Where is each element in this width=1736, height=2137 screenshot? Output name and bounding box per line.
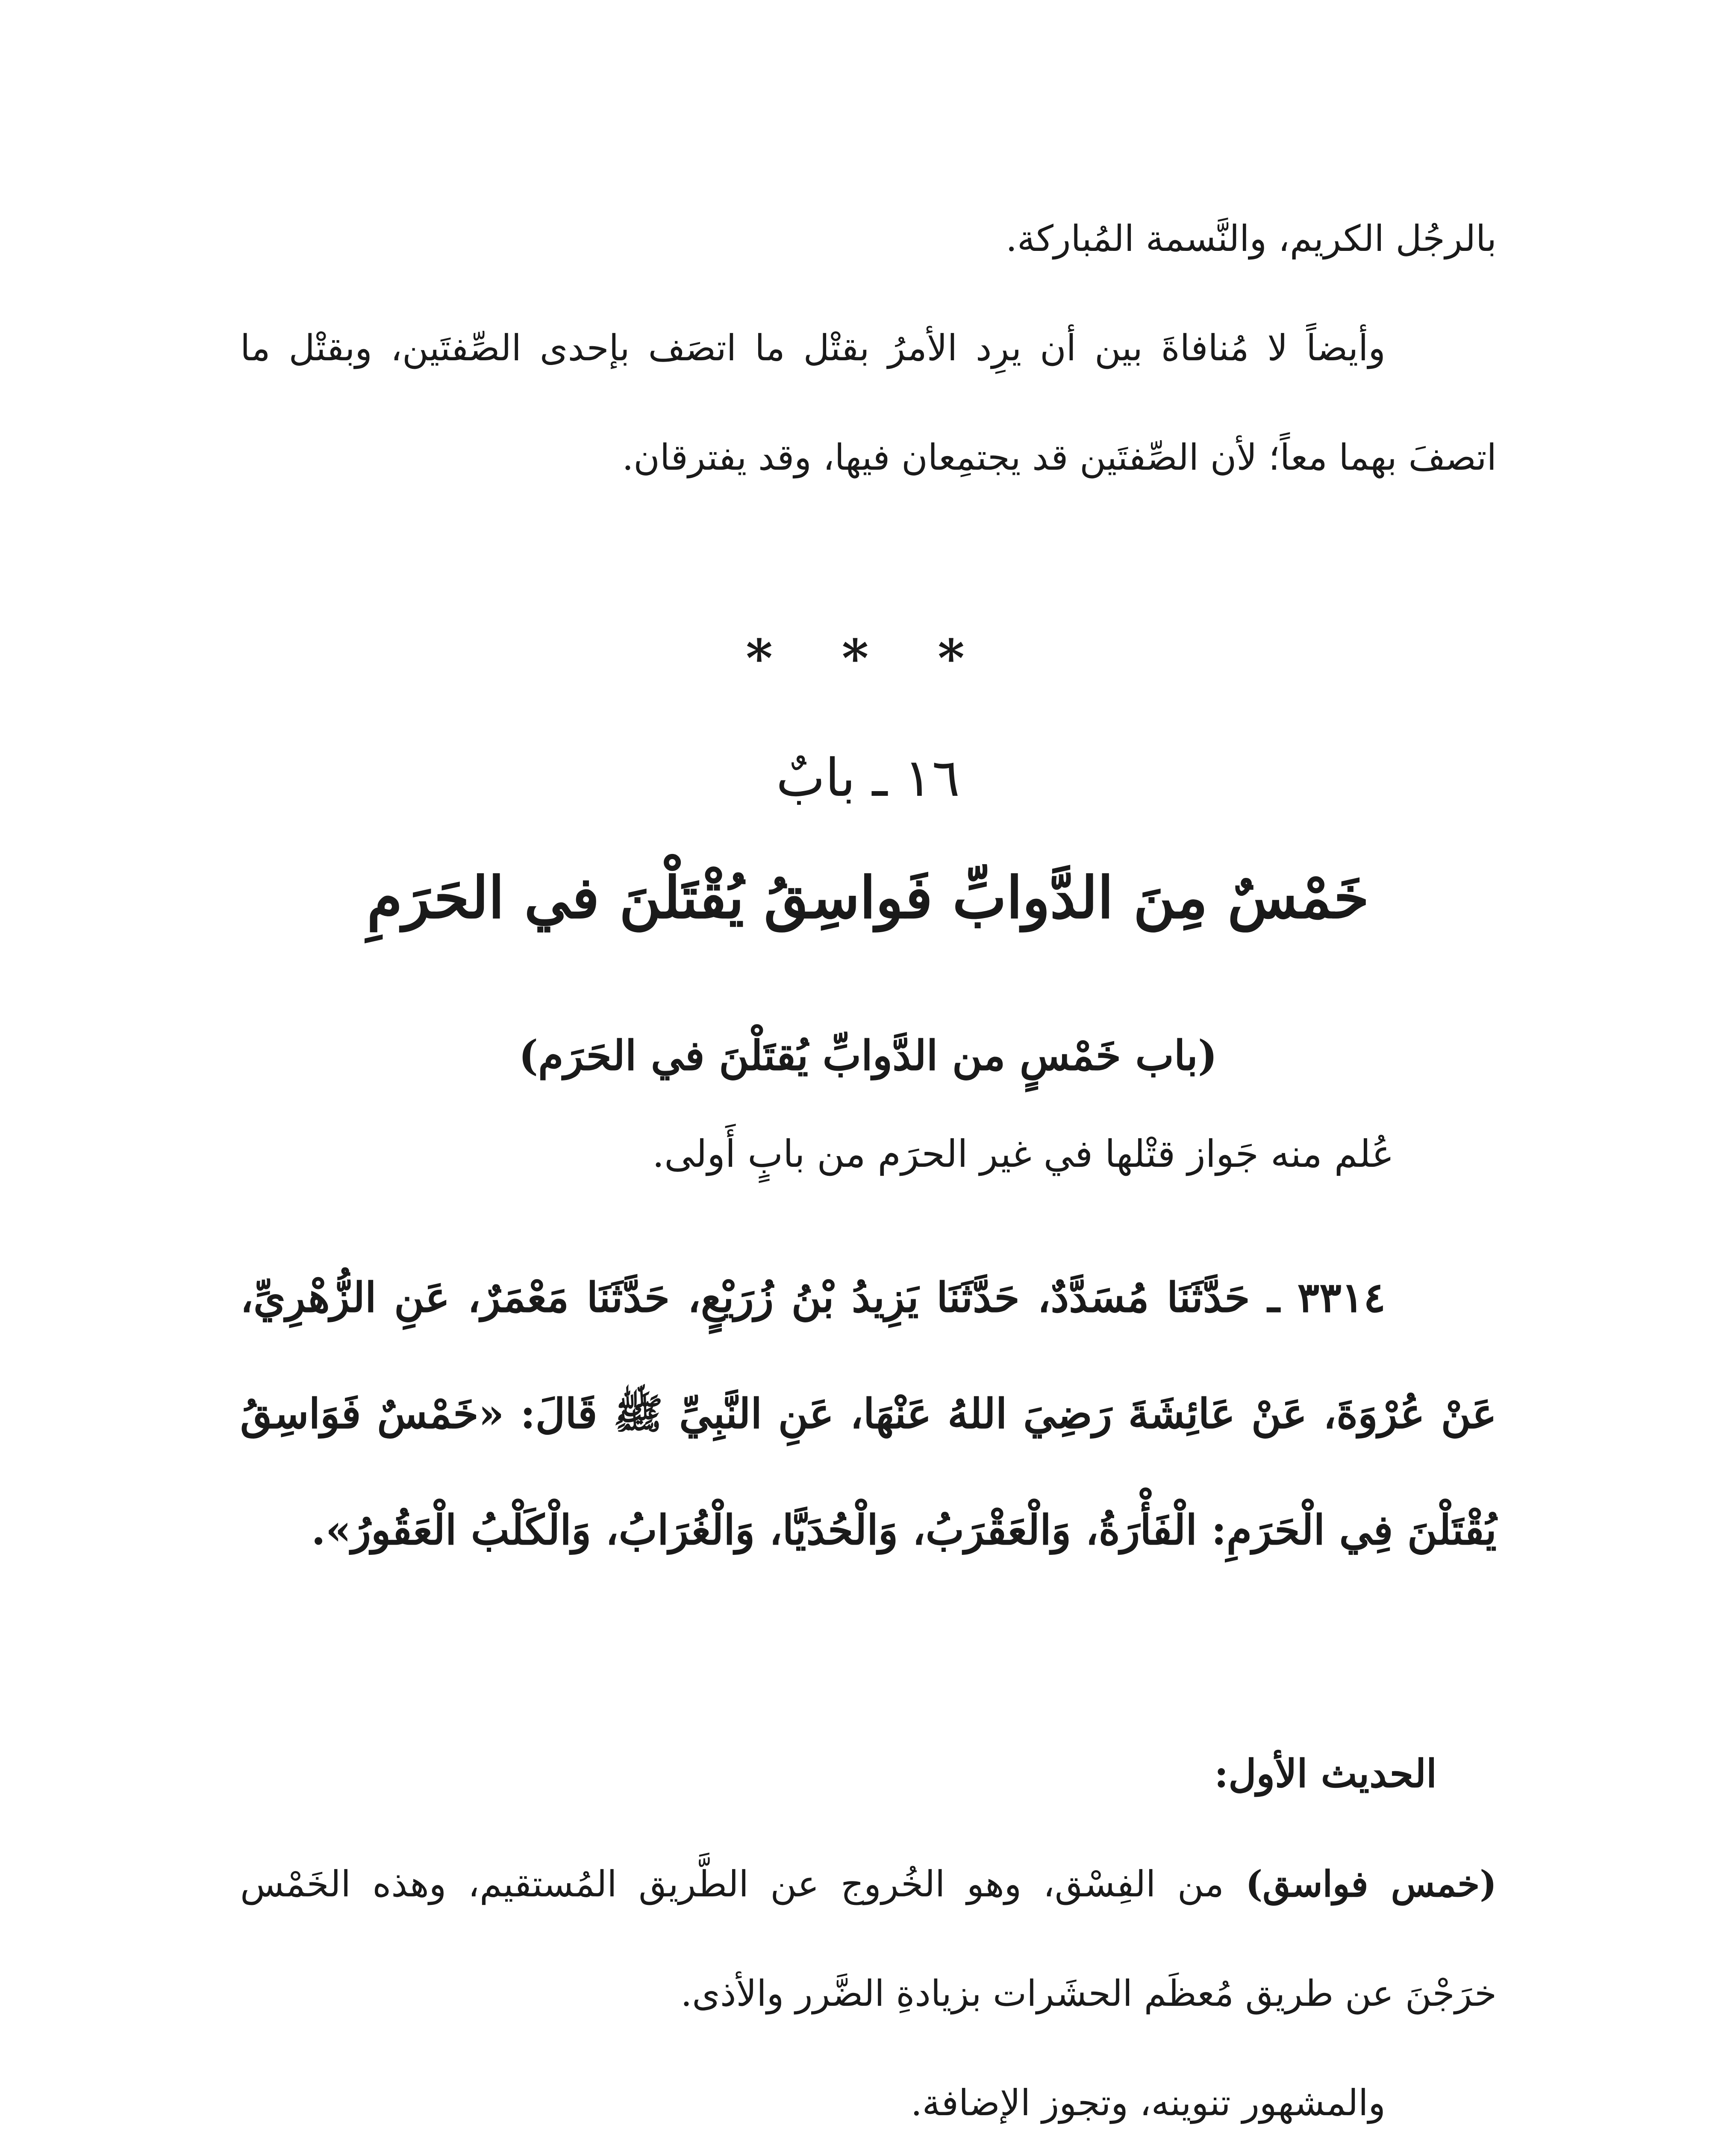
top-paragraphs [240,184,1497,512]
commentary-title: (باب خَمْسٍ من الدَّوابِّ يُقتَلْنَ في الحَرَم) [518,1031,1218,1080]
section-heading: الحديث الأول: [1214,1751,1437,1796]
chapter-title: خَمْسٌ مِنَ الدَّوابِّ فَواسِقُ يُقْتَلْنَ في الحَرَمِ [367,864,1369,931]
paragraph: وأيضاً لا مُنافاةَ بين أن يرِد الأمرُ بقتْل ما اتصَف بإحدى الصِّفتَين، وبقتْل ما اتصفَ بهما معاً؛ لأن الصِّفتَين قد يجتمِعان فيها، وقد يفترقان. [240,327,1497,478]
explanation-text: والمشهور تنوينه، وتجوز الإضافة. [911,2082,1386,2124]
explanation-entry [240,2048,1497,2137]
explained-term: (خمس فواسق) [1245,1863,1497,1905]
chapter-number: ١٦ ـ بابٌ [776,748,960,808]
section-separator: * * * [746,628,990,689]
explanation-text: من الفِسْق، وهو الخُروج عن الطَّريق المُستقيم، وهذه الخَمْس خرَجْنَ عن طريق مُعظَم الحشَرات بزيادةِ الضَّرر والأذى. [240,1863,1497,2014]
explanation-entry [240,1829,1497,2048]
commentary-note: عُلم منه جَواز قتْلها في غير الحرَم من بابٍ أَولى. [652,1132,1394,1176]
explanations [240,1829,1497,2137]
hadith-text: ٣٣١٤ ـ حَدَّثَنَا مُسَدَّدٌ، حَدَّثَنَا يَزِيدُ بْنُ زُرَيْعٍ، حَدَّثَنَا مَعْمَرٌ، عَنِ الزُّهْرِيِّ، عَنْ عُرْوَةَ، عَنْ عَائِشَةَ رَضِيَ اللهُ عَنْهَا، عَنِ النَّبِيِّ ﷺ قَالَ: «خَمْسٌ فَوَاسِقُ يُقْتَلْنَ فِي الْحَرَمِ: الْفَأْرَةُ، وَالْعَقْرَبُ، وَالْحُدَيَّا، وَالْغُرَابُ، وَالْكَلْبُ الْعَقُورُ». [240,1273,1497,1554]
paragraph-continuation: بالرجُل الكريم، والنَّسمة المُباركة. [1006,218,1497,259]
